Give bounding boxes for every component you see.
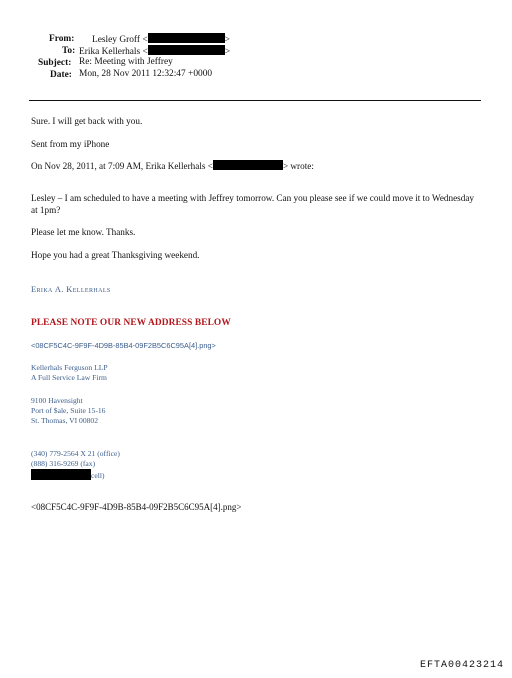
sent-from-line: Sent from my iPhone — [31, 139, 110, 149]
firm-name: Kellerhals Ferguson LLP — [31, 363, 108, 372]
redaction-bar — [148, 33, 225, 43]
from-row — [0, 33, 512, 45]
from-end: > — [224, 35, 230, 45]
to-row — [0, 45, 512, 57]
subject-row — [0, 57, 512, 69]
from-name: Lesley Groff < — [92, 35, 148, 45]
from-value — [92, 33, 230, 45]
address-notice: PLEASE NOTE OUR NEW ADDRESS BELOW — [31, 318, 231, 328]
phone-fax: (888) 316-9269 (fax) — [31, 459, 96, 468]
date-label: Date: — [50, 70, 72, 80]
redaction-bar — [31, 469, 91, 480]
address-line-3: St. Thomas, VI 00802 — [31, 416, 99, 425]
signature-name: Erika A. Kellerhals — [31, 285, 111, 294]
subject-value: Re: Meeting with Jeffrey — [79, 57, 173, 67]
redaction-bar — [148, 45, 225, 55]
quote-intro-end: > wrote: — [282, 161, 314, 171]
phone-office: (340) 779-2564 X 21 (office) — [31, 449, 120, 458]
phone-cell-suffix: cell) — [91, 471, 105, 480]
image-placeholder-2: <08CF5C4C-9F9F-4D9B-85B4-09F2B5C6C95A[4].png> — [31, 502, 242, 512]
to-name: Erika Kellerhals < — [79, 47, 148, 57]
quote-paragraph-3: Hope you had a great Thanksgiving weekend. — [31, 250, 200, 260]
quote-intro — [31, 160, 314, 172]
subject-label: Subject: — [38, 58, 72, 68]
redaction-bar — [213, 160, 283, 170]
from-label: From: — [49, 34, 75, 44]
header-divider — [29, 100, 481, 101]
date-value: Mon, 28 Nov 2011 12:32:47 +0000 — [79, 69, 213, 79]
to-label: To: — [62, 46, 76, 56]
document-id: EFTA00423214 — [419, 660, 504, 671]
reply-line: Sure. I will get back with you. — [31, 116, 143, 126]
phone-cell — [31, 469, 105, 481]
quote-paragraph-1: Lesley – I am scheduled to have a meeting with Jeffrey tomorrow. Can you please see if we could move it to Wednesday at 1pm? — [31, 193, 475, 215]
to-value — [79, 45, 230, 57]
quote-paragraph-2: Please let me know. Thanks. — [31, 227, 136, 237]
address-line-1: 9100 Havensight — [31, 396, 83, 405]
date-row — [0, 69, 512, 81]
quote-intro-start: On Nov 28, 2011, at 7:09 AM, Erika Kellerhals < — [31, 161, 213, 171]
firm-tagline: A Full Service Law Firm — [31, 373, 107, 382]
image-placeholder-1: <08CF5C4C-9F9F-4D9B-85B4-09F2B5C6C95A[4].png> — [31, 341, 216, 350]
to-end: > — [224, 47, 231, 57]
address-line-2: Port of $ale, Suite 15-16 — [31, 406, 106, 415]
